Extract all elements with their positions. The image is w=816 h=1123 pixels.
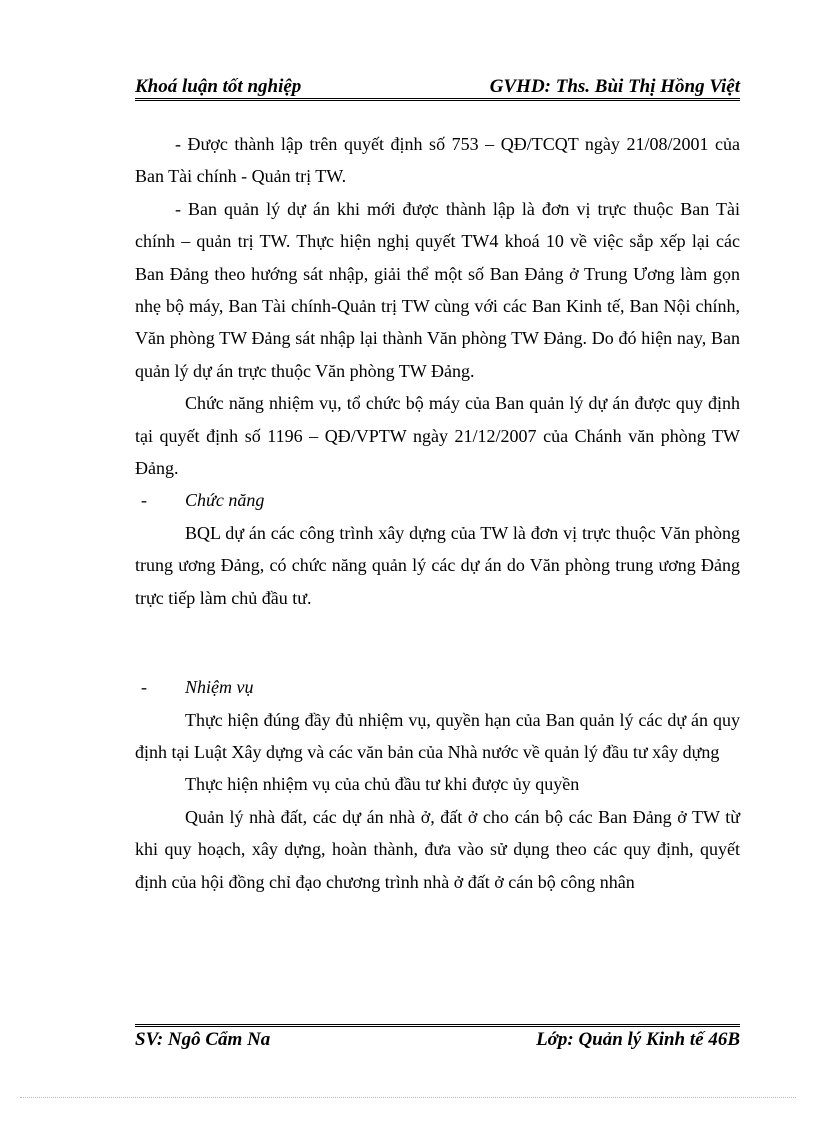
section-heading-duties — [135, 671, 740, 703]
footer-rule — [135, 1024, 740, 1025]
paragraph-duty-2: Thực hiện nhiệm vụ của chủ đầu tư khi được ủy quyền — [185, 774, 580, 795]
bullet-dash: - — [141, 677, 147, 698]
bullet-dash: - — [141, 490, 147, 511]
heading-function: Chức năng — [185, 490, 265, 511]
paragraph-decision: Chức năng nhiệm vụ, tổ chức bộ máy của Ban quản lý dự án được quy định tại quyết định số 1196 – QĐ/VPTW ngày 21/12/2007 của Chánh văn phòng TW Đảng. — [135, 393, 740, 479]
paragraph-duty-3: Quản lý nhà đất, các dự án nhà ở, đất ở cho cán bộ các Ban Đảng ở TW từ khi quy hoạch, xây dựng, hoàn thành, đưa vào sử dụng theo các quy định, quyết định của hội đồng chỉ đạo chương trình nhà ở đất ở cán bộ công nhân — [135, 806, 740, 892]
page-body — [135, 128, 740, 898]
paragraph-history: - Ban quản lý dự án khi mới được thành lập là đơn vị trực thuộc Ban Tài chính – quản trị TW. Thực hiện nghị quyết TW4 khoá 10 về việc sắp xếp lại các Ban Đảng theo hướng sát nhập, giải thể một số Ban Đảng ở Trung Ương làm gọn nhẹ bộ máy, Ban Tài chính-Quản trị TW cùng với các Ban Kinh tế, Ban Nội chính, Văn phòng TW Đảng sát nhập lại thành Văn phòng TW Đảng. Do đó hiện nay, Ban quản lý dự án trực thuộc Văn phòng TW Đảng. — [135, 198, 740, 381]
page-footer — [135, 1028, 740, 1052]
header-thesis-title: Khoá luận tốt nghiệp — [135, 76, 302, 97]
section-heading-function — [135, 484, 740, 516]
footer-student: SV: Ngô Cẩm Na — [135, 1029, 271, 1050]
paragraph-establishment: - Được thành lập trên quyết định số 753 – QĐ/TCQT ngày 21/08/2001 của Ban Tài chính - Quản trị TW. — [135, 134, 740, 187]
heading-duties: Nhiệm vụ — [185, 677, 254, 698]
footer-rule-double — [135, 1026, 740, 1027]
paragraph-function: BQL dự án các công trình xây dựng của TW là đơn vị trực thuộc Văn phòng trung ương Đảng, có chức năng quản lý các dự án do Văn phòng trung ương Đảng trực tiếp làm chủ đầu tư. — [135, 522, 740, 608]
page-header — [135, 68, 740, 99]
header-rule — [135, 100, 740, 101]
header-supervisor: GVHD: Ths. Bùi Thị Hồng Việt — [489, 76, 740, 97]
paragraph-duty-1: Thực hiện đúng đầy đủ nhiệm vụ, quyền hạn của Ban quản lý các dự án quy định tại Luật Xây dựng và các văn bản của Nhà nước về quản lý đầu tư xây dựng — [135, 709, 740, 762]
page-edge — [20, 1097, 796, 1098]
footer-class: Lớp: Quản lý Kinh tế 46B — [536, 1029, 740, 1050]
